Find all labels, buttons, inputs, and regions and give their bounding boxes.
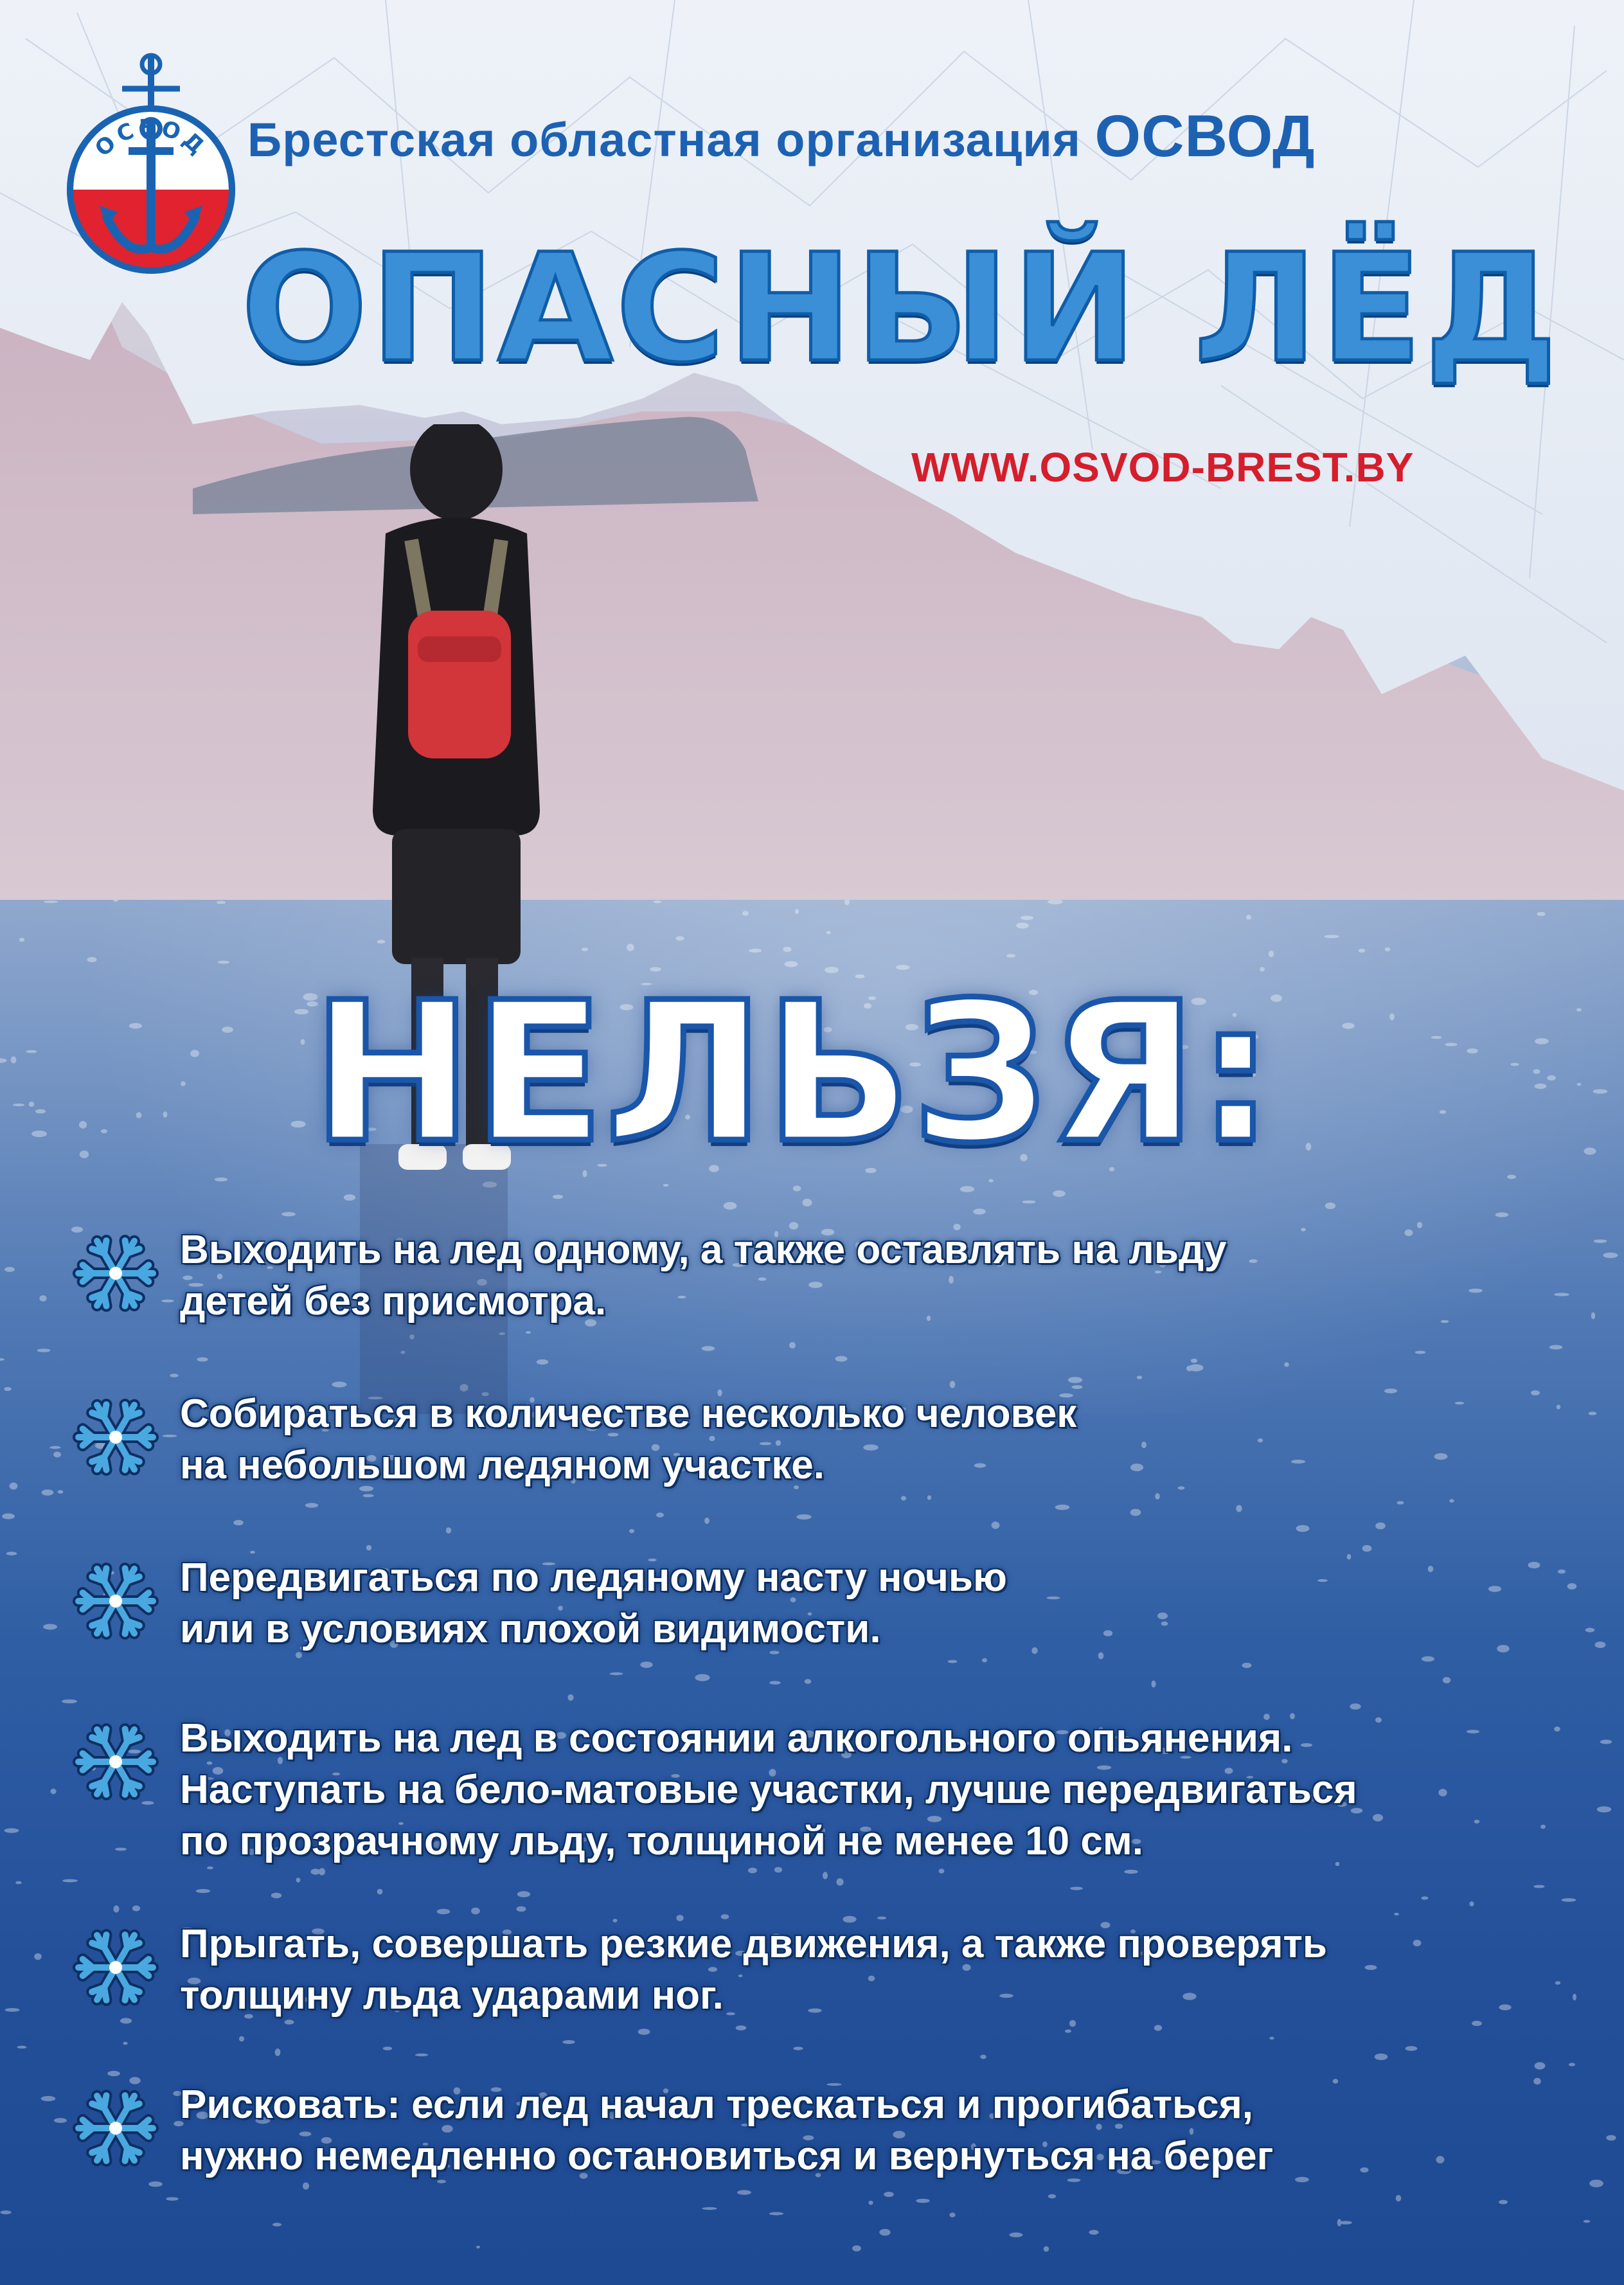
rule-text (180, 1224, 1594, 1327)
snowflake-icon (71, 1717, 161, 1807)
snowflake-icon (71, 1556, 161, 1646)
organization-acronym: ОСВОД (1094, 103, 1316, 169)
snowflake-icon (71, 2083, 161, 2173)
rule-line: нужно немедленно остановиться и вернуться на берег (180, 2134, 1274, 2178)
rule-line: Выходить на лед одному, а также оставлять на льду (180, 1228, 1227, 1272)
poster-title: ОПАСНЫЙ ЛЁД (241, 222, 1560, 395)
rule-text (180, 1713, 1594, 1867)
rule-line: детей без присмотра. (180, 1279, 607, 1323)
organization-name (247, 103, 1533, 170)
rule-text (180, 1919, 1594, 2021)
snowflake-icon (71, 1228, 161, 1318)
rule-line: или в условиях плохой видимости. (180, 1607, 881, 1651)
rule-text (180, 1552, 1594, 1655)
logo-label: ОСВОД (90, 114, 212, 162)
rule-line: Собираться в количестве несколько человек (180, 1392, 1077, 1436)
rule-line: Рисковать: если лед начал трескаться и прогибаться, (180, 2083, 1254, 2127)
rule-line: Прыгать, совершать резкие движения, а также проверять (180, 1922, 1328, 1966)
rule-line: Передвигаться по ледяному насту ночью (180, 1555, 1007, 1600)
rule-text (180, 1388, 1594, 1491)
rule-line: Наступать на бело-матовые участки, лучше передвигаться (180, 1768, 1357, 1812)
rule-line: Выходить на лед в состоянии алкогольного опьянения. (180, 1716, 1293, 1761)
website-link[interactable]: WWW.OSVOD-BREST.BY (911, 444, 1414, 490)
organization-text: Брестская областная организация (247, 113, 1095, 166)
snowflake-icon (71, 1392, 161, 1482)
snowflake-icon (71, 1922, 161, 2012)
osvod-logo (61, 51, 241, 283)
rule-line: по прозрачному льду, толщиной не менее 10 см. (180, 1819, 1143, 1863)
forbidden-headline: НЕЛЬЗЯ: (312, 961, 1274, 1185)
rule-line: толщину льда ударами ног. (180, 1973, 724, 2018)
rule-line: на небольшом ледяном участке. (180, 1443, 825, 1487)
child-on-ice-figure (347, 424, 559, 1363)
rule-text (180, 2079, 1594, 2182)
